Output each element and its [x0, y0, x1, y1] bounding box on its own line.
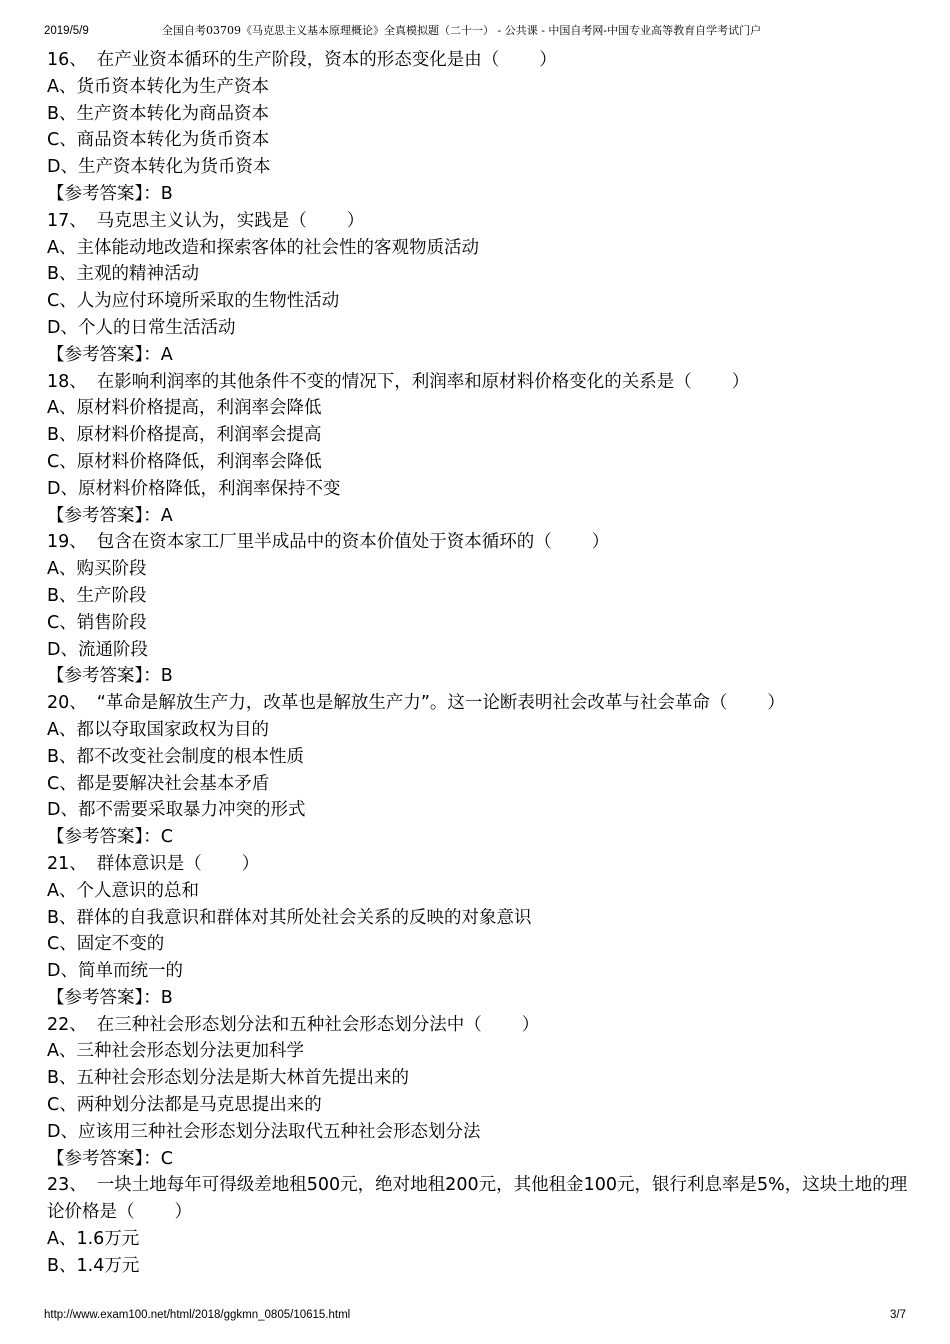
- option: B、生产阶段: [47, 585, 147, 606]
- option: B、1.4万元: [47, 1255, 140, 1276]
- option: A、货币资本转化为生产资本: [47, 76, 269, 97]
- option: A、三种社会形态划分法更加科学: [47, 1041, 304, 1062]
- question-stem: 21、 群体意识是（ ）: [47, 853, 260, 874]
- question-stem: 22、 在三种社会形态划分法和五种社会形态划分法中（ ）: [47, 1014, 540, 1035]
- option: D、应该用三种社会形态划分法取代五种社会形态划分法: [47, 1121, 481, 1142]
- option: B、群体的自我意识和群体对其所处社会关系的反映的对象意识: [47, 907, 532, 928]
- option: A、1.6万元: [47, 1229, 140, 1250]
- answer-line: 【参考答案】：A: [47, 505, 173, 526]
- print-footer: [44, 1306, 906, 1324]
- answer-line: 【参考答案】：C: [47, 1148, 173, 1169]
- question-stem: 19、 包含在资本家工厂里半成品中的资本价值处于资本循环的（ ）: [47, 532, 610, 553]
- option: B、五种社会形态划分法是斯大林首先提出来的: [47, 1068, 410, 1089]
- question-stem: 23、 一块土地每年可得级差地租500元，绝对地租200元，其他租金100元，银行利息率是5%，这块土地的理论价格是（ ）: [47, 1175, 908, 1223]
- answer-line: 【参考答案】：B: [47, 987, 173, 1008]
- option: C、固定不变的: [47, 934, 165, 955]
- answer-line: 【参考答案】：A: [47, 344, 173, 365]
- option: D、简单而统一的: [47, 961, 183, 982]
- option: D、原材料价格降低，利润率保持不变: [47, 478, 341, 499]
- question-list: [47, 47, 917, 1280]
- answer-line: 【参考答案】：C: [47, 827, 173, 848]
- option: B、都不改变社会制度的根本性质: [47, 746, 305, 767]
- option: B、生产资本转化为商品资本: [47, 103, 270, 124]
- option: C、人为应付环境所采取的生物性活动: [47, 291, 340, 312]
- option: C、原材料价格降低，利润率会降低: [47, 451, 322, 472]
- option: D、生产资本转化为货币资本: [47, 157, 271, 178]
- page-url: http://www.exam100.net/html/2018/ggkmn_0805/10615.html: [44, 1309, 351, 1321]
- option: C、销售阶段: [47, 612, 147, 633]
- option: B、原材料价格提高，利润率会提高: [47, 425, 322, 446]
- print-page-title: 全国自考03709《马克思主义基本原理概论》全真模拟题（二十一） - 公共课 - 中国自考网-中国专业高等教育自学考试门户: [162, 24, 762, 37]
- option: A、原材料价格提高，利润率会降低: [47, 398, 322, 419]
- option: C、两种划分法都是马克思提出来的: [47, 1095, 322, 1116]
- option: A、购买阶段: [47, 559, 147, 580]
- question-stem: 18、 在影响利润率的其他条件不变的情况下，利润率和原材料价格变化的关系是（ ）: [47, 371, 750, 392]
- option: C、商品资本转化为货币资本: [47, 130, 270, 151]
- page-number: 3/7: [890, 1309, 906, 1321]
- question-stem: 17、 马克思主义认为，实践是（ ）: [47, 210, 365, 231]
- answer-line: 【参考答案】：B: [47, 666, 173, 687]
- option: D、个人的日常生活活动: [47, 317, 236, 338]
- question-stem: 16、 在产业资本循环的生产阶段，资本的形态变化是由（ ）: [47, 50, 557, 70]
- option: C、都是要解决社会基本矛盾: [47, 773, 270, 794]
- print-header: [44, 22, 906, 40]
- option: A、主体能动地改造和探索客体的社会性的客观物质活动: [47, 237, 479, 258]
- option: D、流通阶段: [47, 639, 148, 660]
- option: D、都不需要采取暴力冲突的形式: [47, 800, 306, 821]
- option: B、主观的精神活动: [47, 264, 200, 285]
- option: A、个人意识的总和: [47, 880, 199, 901]
- option: A、都以夺取国家政权为目的: [47, 719, 269, 740]
- question-stem: 20、 “革命是解放生产力，改革也是解放生产力”。这一论断表明社会改革与社会革命（ ）: [47, 693, 785, 714]
- answer-line: 【参考答案】：B: [47, 183, 173, 204]
- print-date: 2019/5/9: [44, 25, 89, 37]
